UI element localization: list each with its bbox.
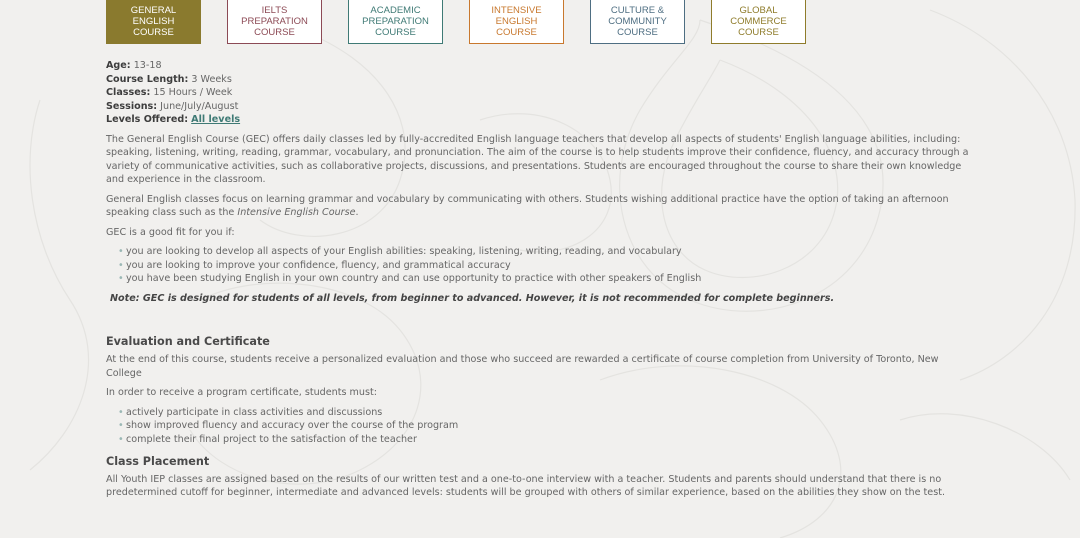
requirements-intro: In order to receive a program certificate, students must: [106, 387, 377, 399]
list-item: • complete their final project to the satisfaction of the teacher [118, 433, 976, 447]
placement-heading: Class Placement [106, 454, 210, 468]
length-row [106, 73, 976, 87]
placement-paragraph: All Youth IEP classes are assigned based on the results of our written test and a one-to-one interview with a teacher. Students and parents should understand that there is no predetermined cutoff for beginner, intermediate and advanced levels: students will be grouped with others of similar experience, based on the abilities they show on the test. [106, 473, 946, 499]
tab-global-commerce[interactable]: GLOBAL COMMERCE COURSE [711, 0, 806, 44]
fit-list [106, 245, 976, 286]
beginner-note: Note: GEC is designed for students of all levels, from beginner to advanced. However, it is not recommended for complete beginners. [110, 292, 835, 304]
classes-label: Classes: [106, 87, 151, 98]
course-tabs [106, 0, 976, 45]
classes-value: 15 Hours / Week [153, 87, 233, 98]
levels-row [106, 113, 976, 127]
course-content [106, 0, 976, 500]
length-label: Course Length: [106, 73, 189, 85]
sessions-row [106, 100, 976, 114]
levels-label: Levels Offered: [106, 114, 189, 125]
intro-paragraph: The General English Course (GEC) offers daily classes led by fully-accredited English language teachers that develop all aspects of students' English language abilities, including: speaking, listening, writing, reading, grammar, vocabulary, and pronunciation. The aim of the course is to help students improve their confidence, fluency, and accuracy through a variety of communicative activities, such as collaborative projects, discussions, and presentations. Students are encouraged throughout the course to share their own knowledge and experience in the classroom. [106, 133, 969, 185]
evaluation-paragraph: At the end of this course, students receive a personalized evaluation and those who succeed are rewarded a certificate of course completion from University of Toronto, New College [106, 354, 939, 379]
list-item: • actively participate in class activities and discussions [118, 406, 976, 420]
age-row [106, 59, 976, 73]
list-item: • show improved fluency and accuracy over the course of the program [118, 419, 976, 433]
requirements-list [106, 406, 976, 447]
tab-general-english[interactable]: GENERAL ENGLISH COURSE [106, 0, 201, 44]
fit-intro: GEC is a good fit for you if: [106, 226, 235, 238]
intensive-course-link[interactable]: Intensive English Course [237, 207, 356, 218]
list-item: • you have been studying English in your own country and can use opportunity to practice with other speakers of English [118, 272, 976, 286]
tab-ielts-preparation[interactable]: IELTS PREPARATION COURSE [227, 0, 322, 44]
age-value: 13-18 [133, 60, 162, 71]
evaluation-heading: Evaluation and Certificate [106, 335, 270, 349]
list-item: • you are looking to develop all aspects of your English abilities: speaking, listening, writing, reading, and vocabulary [118, 245, 976, 259]
focus-text: General English classes focus on learning grammar and vocabulary by communicating with others. Students wishing additional practice have the option of taking an afternoon speaking class such as the [106, 193, 949, 218]
tab-intensive-english[interactable]: INTENSIVE ENGLISH COURSE [469, 0, 564, 44]
sessions-label: Sessions: [106, 100, 158, 112]
tab-culture-community[interactable]: CULTURE & COMMUNITY COURSE [590, 0, 685, 44]
length-value: 3 Weeks [191, 73, 232, 85]
sessions-value: June/July/August [160, 100, 239, 112]
classes-row [106, 86, 976, 100]
age-label: Age: [106, 60, 131, 71]
list-item: • you are looking to improve your confidence, fluency, and grammatical accuracy [118, 259, 976, 273]
tab-academic-preparation[interactable]: ACADEMIC PREPARATION COURSE [348, 0, 443, 44]
focus-paragraph: General English classes focus on learning grammar and vocabulary by communicating with others. Students wishing additional practice have the option of taking an afternoon speaking class such as the Intensive English Course. [106, 193, 949, 218]
course-facts [106, 59, 976, 127]
all-levels-link[interactable]: All levels [191, 114, 241, 125]
